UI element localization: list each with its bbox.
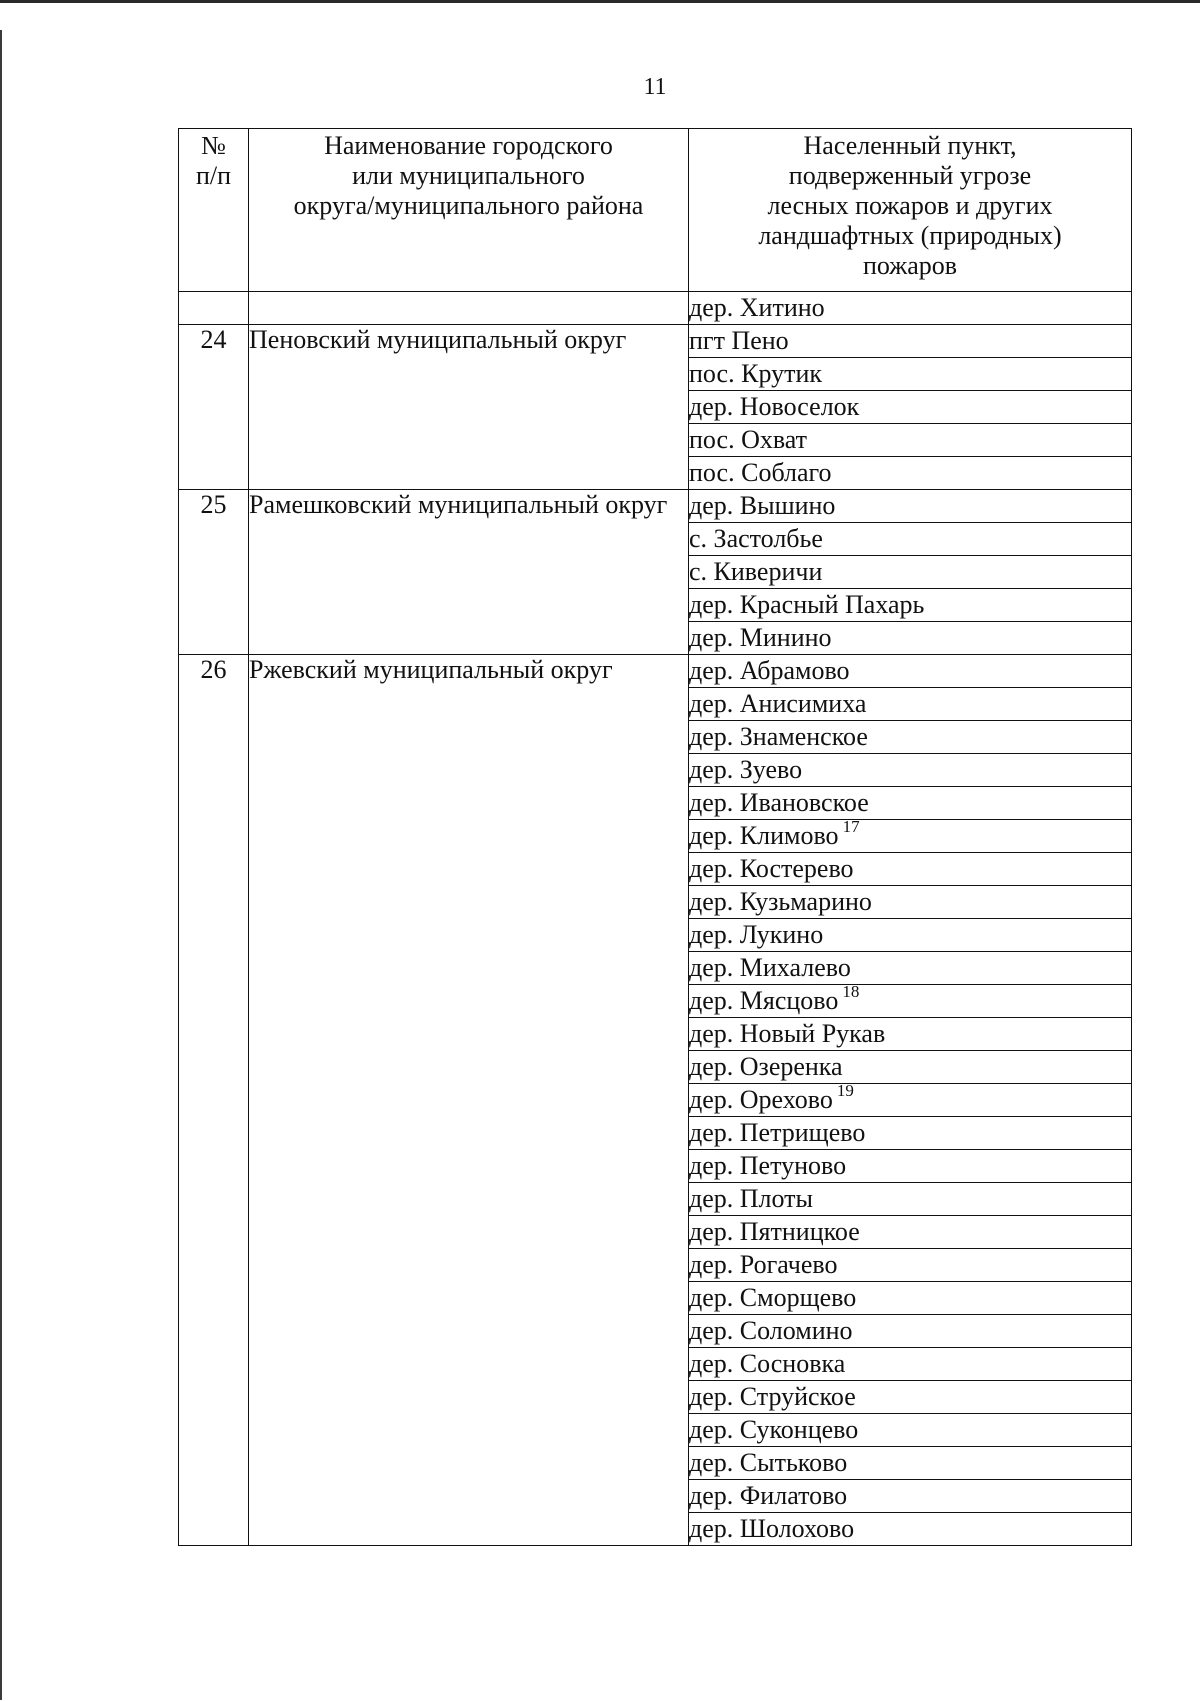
table-body: [179, 292, 1132, 1546]
row-number: [179, 292, 249, 325]
settlement-cell: [689, 1117, 1132, 1150]
footnote-marker: 18: [842, 982, 860, 1001]
footnote-marker: 17: [842, 817, 860, 836]
settlement-cell: [689, 655, 1132, 688]
settlement-name: дер. Рогачево: [689, 1250, 838, 1279]
row-number: 25: [179, 490, 249, 655]
header-district-name: Наименование городского или муниципального округа/муниципального района: [249, 129, 689, 292]
settlement-cell: [689, 589, 1132, 622]
header-number: № п/п: [179, 129, 249, 292]
settlement-name: дер. Сытьково: [689, 1448, 848, 1477]
settlement-name: дер. Соломино: [689, 1316, 853, 1345]
settlement-cell: [689, 721, 1132, 754]
settlement-cell: [689, 1381, 1132, 1414]
header-settlement: Населенный пункт, подверженный угрозе лесных пожаров и других ландшафтных (природных) пожаров: [689, 129, 1132, 292]
settlement-name: дер. Шолохово: [689, 1514, 855, 1543]
settlement-name: дер. Пятницкое: [689, 1217, 860, 1246]
settlement-cell: [689, 1081, 1132, 1117]
settlement-name: дер. Филатово: [689, 1481, 848, 1510]
settlement-name: дер. Лукино: [689, 920, 824, 949]
settlement-name: дер. Суконцево: [689, 1415, 859, 1444]
settlement-cell: [689, 1018, 1132, 1051]
settlement-name: пгт Пено: [689, 326, 789, 355]
settlement-cell: [689, 1150, 1132, 1183]
settlement-cell: [689, 1447, 1132, 1480]
row-number: 26: [179, 655, 249, 1546]
row-number: 24: [179, 325, 249, 490]
settlement-name: пос. Охват: [689, 425, 808, 454]
settlement-cell: [689, 1249, 1132, 1282]
settlement-name: дер. Новоселок: [689, 392, 860, 421]
footnote-marker: 19: [836, 1081, 854, 1100]
settlement-name: дер. Абрамово: [689, 656, 850, 685]
settlement-name: дер. Ивановское: [689, 788, 869, 817]
settlements-table: [178, 128, 1132, 1546]
settlement-name: дер. Климово: [689, 821, 839, 850]
settlement-cell: [689, 490, 1132, 523]
settlement-cell: [689, 919, 1132, 952]
settlement-name: дер. Знаменское: [689, 722, 868, 751]
settlement-cell: [689, 1315, 1132, 1348]
settlement-cell: [689, 1216, 1132, 1249]
settlement-name: дер. Петрищево: [689, 1118, 866, 1147]
table-row: [179, 655, 1132, 688]
settlement-name: дер. Орехово: [689, 1085, 833, 1114]
settlement-cell: [689, 1282, 1132, 1315]
settlement-cell: [689, 457, 1132, 490]
settlement-cell: [689, 853, 1132, 886]
settlement-name: дер. Вышино: [689, 491, 836, 520]
settlement-name: дер. Красный Пахарь: [689, 590, 925, 619]
settlement-name: пос. Соблаго: [689, 458, 832, 487]
page-number: 11: [643, 74, 667, 100]
settlement-cell: [689, 1348, 1132, 1381]
settlement-cell: [689, 1480, 1132, 1513]
settlement-cell: [689, 424, 1132, 457]
district-name: Ржевский муниципальный округ: [249, 655, 689, 1546]
table-header-row: [179, 129, 1132, 292]
settlement-cell: [689, 886, 1132, 919]
settlement-name: с. Киверичи: [689, 557, 823, 586]
settlement-name: с. Застолбье: [689, 524, 823, 553]
settlement-name: дер. Струйское: [689, 1382, 856, 1411]
district-name: Пеновский муниципальный округ: [249, 325, 689, 490]
settlement-cell: [689, 1414, 1132, 1447]
settlement-cell: [689, 1051, 1132, 1084]
settlement-name: дер. Озеренка: [689, 1052, 843, 1081]
district-name: Рамешковский муниципальный округ: [249, 490, 689, 655]
settlement-name: дер. Сосновка: [689, 1349, 846, 1378]
table-row: [179, 292, 1132, 325]
settlement-name: дер. Кузьмарино: [689, 887, 872, 916]
scan-edge-top: [0, 0, 1200, 3]
settlement-cell: [689, 952, 1132, 985]
settlement-cell: [689, 817, 1132, 853]
settlement-cell: [689, 754, 1132, 787]
settlement-cell: [689, 556, 1132, 589]
settlement-cell: [689, 325, 1132, 358]
settlement-name: дер. Зуево: [689, 755, 803, 784]
settlement-cell: [689, 523, 1132, 556]
settlement-name: дер. Новый Рукав: [689, 1019, 886, 1048]
settlement-cell: [689, 292, 1132, 325]
settlement-cell: [689, 622, 1132, 655]
settlement-name: дер. Хитино: [689, 293, 825, 322]
settlement-name: дер. Сморщево: [689, 1283, 857, 1312]
table-row: [179, 490, 1132, 523]
settlement-cell: [689, 1183, 1132, 1216]
settlement-cell: [689, 688, 1132, 721]
settlement-name: дер. Костерево: [689, 854, 854, 883]
settlement-name: дер. Плоты: [689, 1184, 814, 1213]
settlement-name: дер. Анисимиха: [689, 689, 867, 718]
settlement-cell: [689, 358, 1132, 391]
settlement-name: дер. Михалево: [689, 953, 851, 982]
settlement-cell: [689, 982, 1132, 1018]
settlement-cell: [689, 1513, 1132, 1546]
settlement-name: пос. Крутик: [689, 359, 823, 388]
settlement-name: дер. Мясцово: [689, 986, 839, 1015]
settlement-name: дер. Петуново: [689, 1151, 847, 1180]
settlement-cell: [689, 391, 1132, 424]
settlement-name: дер. Минино: [689, 623, 832, 652]
settlement-cell: [689, 787, 1132, 820]
scan-edge-left: [0, 30, 2, 1700]
table-row: [179, 325, 1132, 358]
district-name: [249, 292, 689, 325]
